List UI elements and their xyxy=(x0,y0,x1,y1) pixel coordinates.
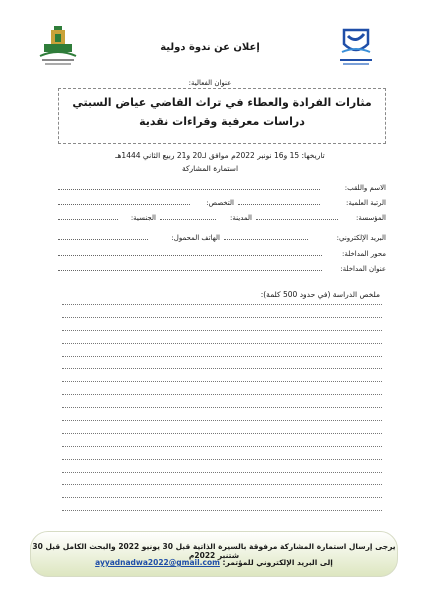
summary-line xyxy=(62,510,382,511)
name-field[interactable] xyxy=(58,189,320,190)
summary-line xyxy=(62,433,382,434)
event-label: عنوان الفعالية: xyxy=(188,79,232,87)
field-row-name xyxy=(58,183,386,193)
city-label: المدينة: xyxy=(230,214,252,222)
summary-line xyxy=(62,368,382,369)
field-row-rank xyxy=(58,198,386,208)
summary-line xyxy=(62,497,382,498)
nationality-field[interactable] xyxy=(58,219,118,220)
submission-email-line xyxy=(31,558,397,567)
field-row-axis xyxy=(58,249,386,259)
submission-footer xyxy=(30,531,398,577)
email-prefix: إلى البريد الإلكتروني للمؤتمر: xyxy=(219,558,333,567)
event-date: تاريخها: 15 و16 نونبر 2022م موافق لـ20 و21 ربيع الثاني 1444هـ xyxy=(115,151,325,160)
summary-line xyxy=(62,317,382,318)
faculty-logo-icon xyxy=(36,22,80,68)
email-field[interactable] xyxy=(224,239,308,240)
field-row-paper-title xyxy=(58,264,386,274)
phone-field[interactable] xyxy=(58,239,148,240)
institution-field[interactable] xyxy=(256,219,338,220)
summary-line xyxy=(62,472,382,473)
paper-title-field[interactable] xyxy=(58,270,322,271)
summary-line xyxy=(62,459,382,460)
summary-line xyxy=(62,304,382,305)
field-row-institution xyxy=(58,213,386,223)
summary-label: ملخص الدراسة (في حدود 500 كلمة): xyxy=(260,290,380,299)
institution-label: المؤسسة: xyxy=(356,214,386,222)
rank-field[interactable] xyxy=(238,204,320,205)
summary-line xyxy=(62,381,382,382)
summary-field[interactable] xyxy=(62,304,382,523)
conference-email-link[interactable]: ayyadnadwa2022@gmail.com xyxy=(95,558,220,567)
summary-line xyxy=(62,420,382,421)
rank-label: الرتبة العلمية: xyxy=(345,199,386,207)
summary-line xyxy=(62,330,382,331)
summary-line xyxy=(62,446,382,447)
nationality-label: الجنسية: xyxy=(130,214,156,222)
summary-line xyxy=(62,484,382,485)
email-label: البريد الإلكتروني: xyxy=(336,234,386,242)
submission-deadline: يرجى إرسال استمارة المشاركة مرفوقة بالسيرة الذاتية قبل 30 يونيو 2022 والبحث الكامل قبل 30 شتنبر 2022م xyxy=(32,542,396,560)
paper-title-label: عنوان المداخلة: xyxy=(340,265,386,273)
axis-label: محور المداخلة: xyxy=(342,250,386,258)
event-title-line1: مثارات الفرادة والعطاء في تراث القاضي عياض السبتي xyxy=(72,96,372,109)
university-logo-icon xyxy=(334,22,378,68)
field-row-email xyxy=(58,233,386,243)
summary-line xyxy=(62,343,382,344)
announcement-title: إعلان عن ندوة دولية xyxy=(160,42,260,53)
form-title: استمارة المشاركة xyxy=(181,164,239,173)
specialty-field[interactable] xyxy=(58,204,190,205)
event-title-box xyxy=(58,88,386,144)
event-title-line2: دراسات معرفية وقراءات نقدية xyxy=(139,115,305,128)
name-label: الاسم واللقب: xyxy=(344,184,386,192)
summary-line xyxy=(62,407,382,408)
city-field[interactable] xyxy=(160,219,216,220)
phone-label: الهاتف المحمول: xyxy=(171,234,220,242)
summary-line xyxy=(62,356,382,357)
axis-field[interactable] xyxy=(58,255,322,256)
summary-line xyxy=(62,394,382,395)
specialty-label: التخصص: xyxy=(206,199,234,207)
